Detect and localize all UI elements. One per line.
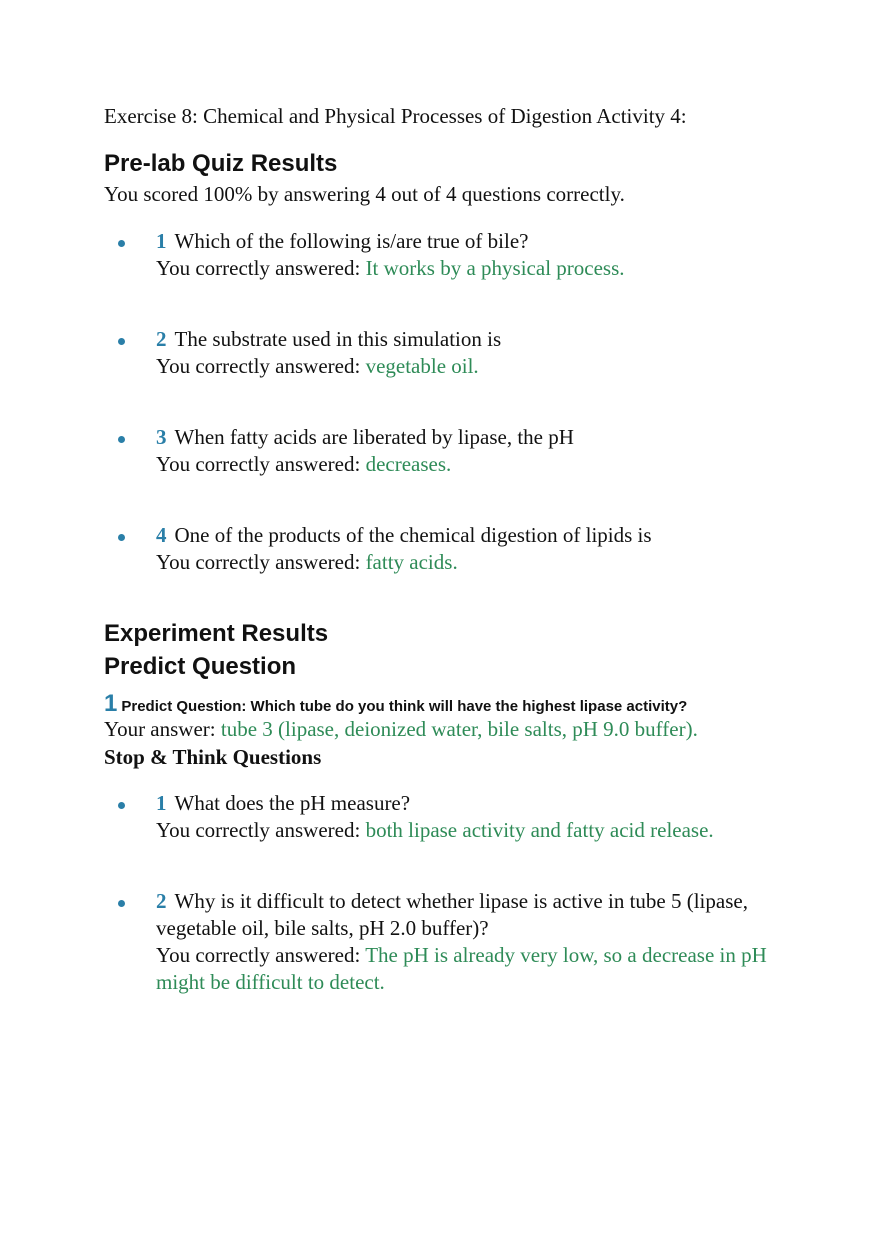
question-number: 2 xyxy=(156,889,167,913)
list-item xyxy=(104,326,804,380)
stop-think-heading: Stop & Think Questions xyxy=(104,745,322,769)
predict-number: 1 xyxy=(104,690,118,717)
question-number: 4 xyxy=(156,523,167,547)
question-text: Why is it difficult to detect whether lipase is active in tube 5 (lipase, vegetable oil, bile salts, pH 2.0 buffer)? xyxy=(156,889,748,940)
question-text: What does the pH measure? xyxy=(174,791,411,815)
answer-prefix: You correctly answered: xyxy=(156,818,361,842)
question-number: 3 xyxy=(156,425,167,449)
question-text: When fatty acids are liberated by lipase, the pH xyxy=(174,425,574,449)
question-text: One of the products of the chemical digestion of lipids is xyxy=(174,523,652,547)
experiment-heading: Experiment Results xyxy=(104,620,329,647)
your-answer-prefix: Your answer: xyxy=(104,717,216,741)
list-item xyxy=(104,790,804,844)
bullet-icon xyxy=(118,240,125,247)
list-item xyxy=(104,522,804,576)
question-number: 1 xyxy=(156,229,167,253)
predict-question xyxy=(104,690,687,718)
answer-text: vegetable oil. xyxy=(365,354,479,378)
prelab-heading: Pre-lab Quiz Results xyxy=(104,150,338,177)
bullet-icon xyxy=(118,436,125,443)
list-item xyxy=(104,888,776,996)
bullet-icon xyxy=(118,338,125,345)
answer-text: fatty acids. xyxy=(365,550,458,574)
bullet-icon xyxy=(118,534,125,541)
answer-text: decreases. xyxy=(365,452,452,476)
answer-text: It works by a physical process. xyxy=(365,256,625,280)
predict-text: Predict Question: Which tube do you think will have the highest lipase activity? xyxy=(121,698,688,715)
score-text: You scored 100% by answering 4 out of 4 questions correctly. xyxy=(104,182,625,206)
your-answer-text: tube 3 (lipase, deionized water, bile salts, pH 9.0 buffer). xyxy=(220,717,698,741)
answer-prefix: You correctly answered: xyxy=(156,550,361,574)
answer-prefix: You correctly answered: xyxy=(156,256,361,280)
answer-text: The pH is already very low, so a decrease in pH might be difficult to detect. xyxy=(156,943,767,994)
your-answer xyxy=(104,717,698,742)
question-text: Which of the following is/are true of bile? xyxy=(174,229,529,253)
list-item xyxy=(104,228,804,282)
predict-heading: Predict Question xyxy=(104,653,297,680)
bullet-icon xyxy=(118,802,125,809)
question-number: 2 xyxy=(156,327,167,351)
answer-prefix: You correctly answered: xyxy=(156,354,361,378)
exercise-title: Exercise 8: Chemical and Physical Processes of Digestion Activity 4: xyxy=(104,104,687,128)
question-text: The substrate used in this simulation is xyxy=(174,327,502,351)
question-number: 1 xyxy=(156,791,167,815)
answer-text: both lipase activity and fatty acid release. xyxy=(365,818,714,842)
list-item xyxy=(104,424,804,478)
answer-prefix: You correctly answered: xyxy=(156,452,361,476)
answer-prefix: You correctly answered: xyxy=(156,943,361,967)
bullet-icon xyxy=(118,900,125,907)
